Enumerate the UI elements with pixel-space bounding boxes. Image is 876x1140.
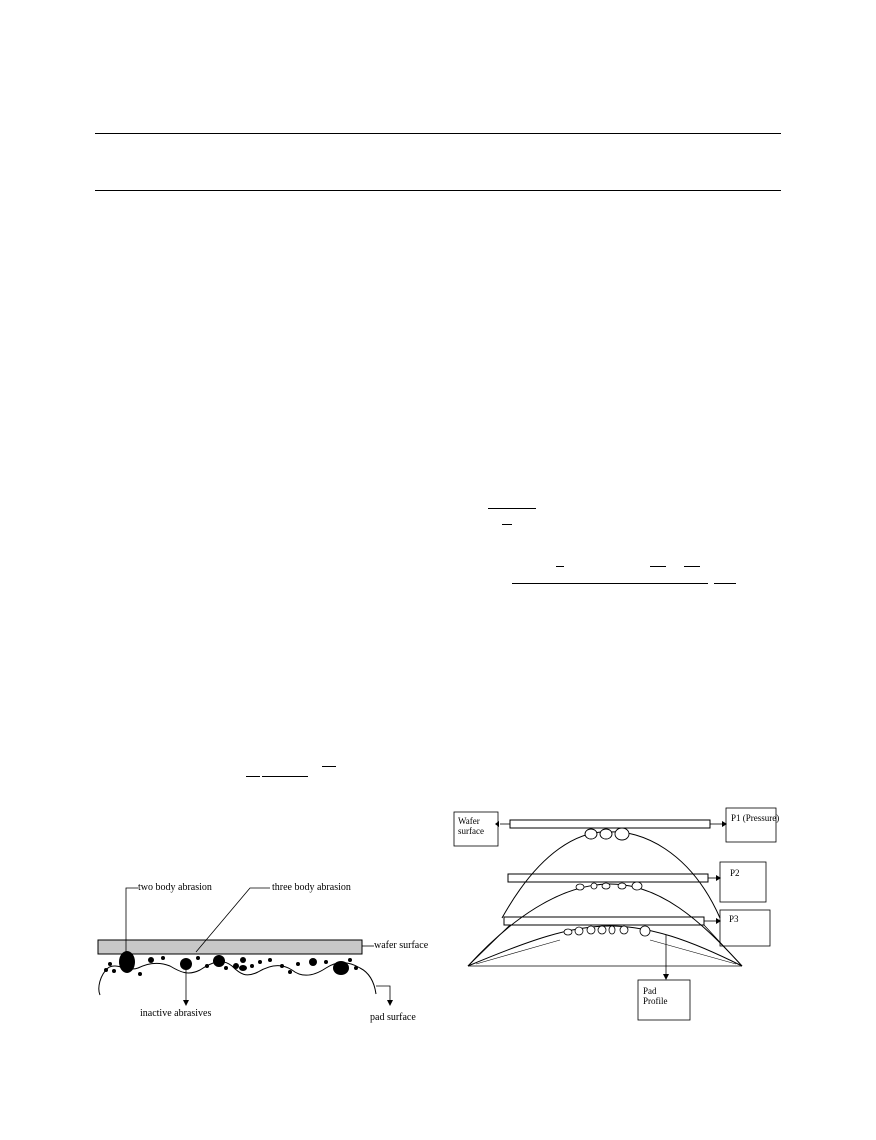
particle bbox=[618, 883, 626, 889]
particle bbox=[564, 929, 572, 935]
label-two-body-abrasion: two body abrasion bbox=[138, 882, 212, 893]
plate-p1 bbox=[510, 820, 710, 828]
label-wafer-surface-box: Wafer surface bbox=[458, 816, 484, 836]
particle bbox=[576, 884, 584, 890]
plate-p2 bbox=[508, 874, 708, 882]
p3-box bbox=[720, 910, 770, 946]
particle bbox=[587, 926, 595, 934]
particle bbox=[591, 883, 597, 889]
p2-box bbox=[720, 862, 766, 902]
particle bbox=[602, 883, 610, 889]
label-three-body-abrasion: three body abrasion bbox=[272, 882, 351, 893]
particle bbox=[632, 882, 642, 890]
label-wafer-surface: wafer surface bbox=[374, 940, 429, 951]
label-pad-profile: Pad Profile bbox=[643, 986, 668, 1006]
plate-p3 bbox=[504, 917, 704, 925]
particle bbox=[620, 926, 628, 934]
particle bbox=[615, 828, 629, 840]
label-p3: P3 bbox=[729, 914, 739, 924]
label-inactive-abrasives: inactive abrasives bbox=[140, 1008, 212, 1019]
label-p2: P2 bbox=[730, 868, 740, 878]
particle bbox=[575, 927, 583, 935]
label-pad-surface: pad surface bbox=[370, 1012, 416, 1023]
particle bbox=[600, 829, 612, 839]
label-p1: P1 (Pressure) bbox=[731, 813, 780, 823]
particle bbox=[585, 829, 597, 839]
particle bbox=[640, 926, 650, 936]
particle bbox=[598, 926, 606, 934]
particle bbox=[609, 926, 615, 934]
